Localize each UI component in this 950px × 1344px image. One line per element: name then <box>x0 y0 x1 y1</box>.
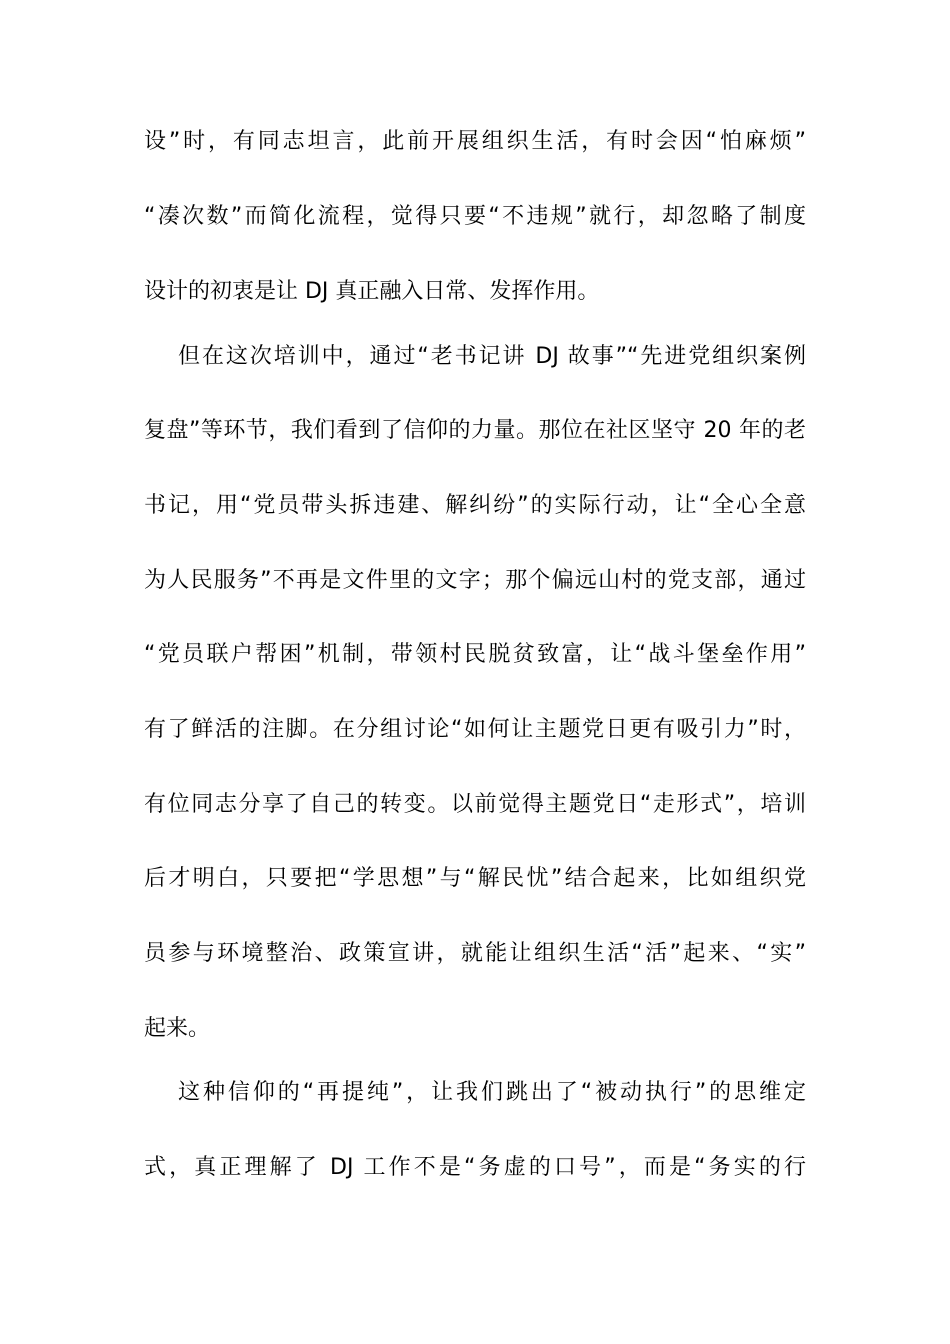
text-line: 有位同志分享了自己的转变。以前觉得主题党日“走形式”，培训 <box>144 792 806 817</box>
text-line: 起来。 <box>144 1016 211 1041</box>
text-line: 设计的初衷是让 DJ 真正融入日常、发挥作用。 <box>144 279 600 304</box>
text-line: 这种信仰的“再提纯”，让我们跳出了“被动执行”的思维定 <box>178 1080 806 1105</box>
text-line: 设”时，有同志坦言，此前开展组织生活，有时会因“怕麻烦” <box>144 129 806 154</box>
text-line: “党员联户帮困”机制，带领村民脱贫致富，让“战斗堡垒作用” <box>144 642 806 667</box>
text-line: 为人民服务”不再是文件里的文字；那个偏远山村的党支部，通过 <box>144 568 806 593</box>
text-line: 书记，用“党员带头拆违建、解纠纷”的实际行动，让“全心全意 <box>144 493 806 518</box>
text-line: “凑次数”而简化流程，觉得只要“不违规”就行，却忽略了制度 <box>144 204 806 229</box>
text-line: 但在这次培训中，通过“老书记讲 DJ 故事”“先进党组织案例 <box>178 344 806 369</box>
text-line: 员参与环境整治、政策宣讲，就能让组织生活“活”起来、“实” <box>144 941 806 966</box>
text-line: 式，真正理解了 DJ 工作不是“务虚的口号”，而是“务实的行 <box>144 1155 806 1180</box>
text-line: 后才明白，只要把“学思想”与“解民忧”结合起来，比如组织党 <box>144 866 806 891</box>
text-line: 有了鲜活的注脚。在分组讨论“如何让主题党日更有吸引力”时， <box>144 717 806 742</box>
text-line: 复盘”等环节，我们看到了信仰的力量。那位在社区坚守 20 年的老 <box>144 418 806 443</box>
